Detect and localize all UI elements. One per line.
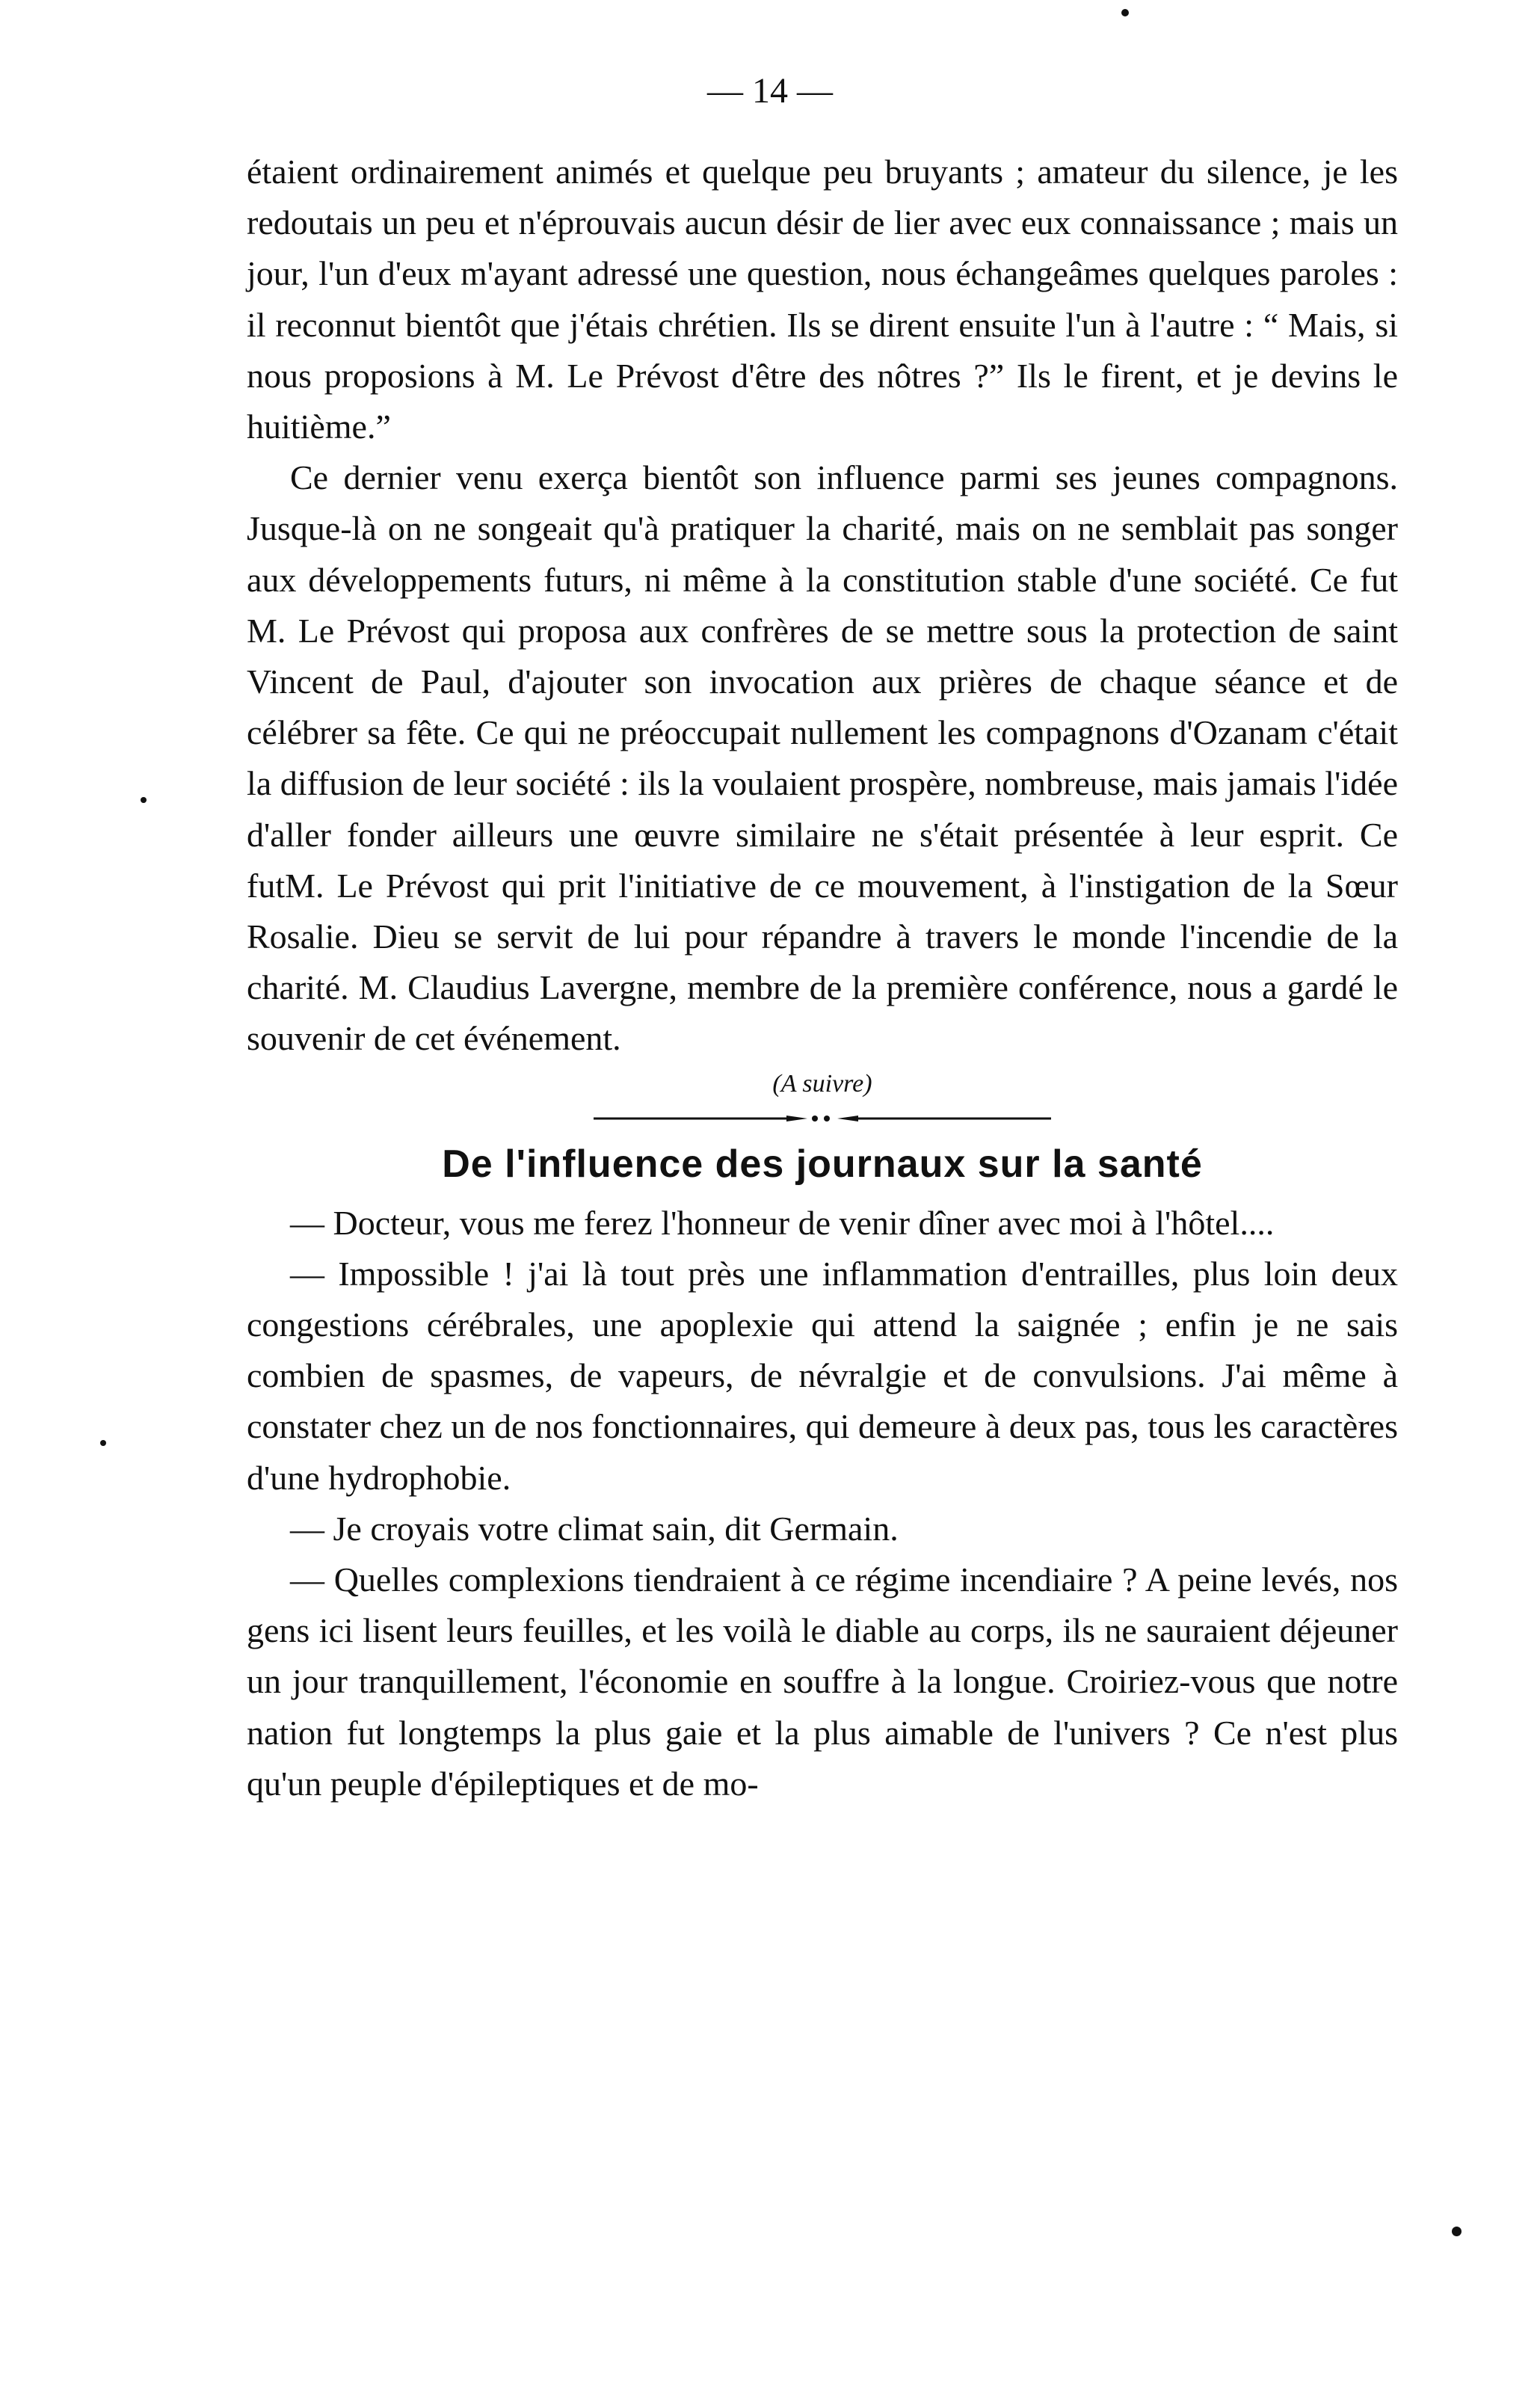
section-divider-ornament	[247, 1104, 1398, 1133]
ink-speck-left-lower	[100, 1440, 106, 1446]
ink-speck-top	[1121, 9, 1129, 16]
text-column	[247, 147, 1398, 1809]
ink-speck-left-upper	[141, 797, 147, 803]
article1-paragraph-1: étaient ordinairement animés et quelque peu bruyants ; amateur du silence, je les redoutais un peu et n'éprouvais aucun désir de lier avec eux connaissance ; mais un jour, l'un d'eux m'ayant adressé une question, nous échangeâmes quelques paroles : il reconnut bientôt que j'étais chrétien. Ils se dirent ensuite l'un à l'autre : “ Mais, si nous proposions à M. Le Prévost d'être des nôtres ?” Ils le firent, et je devins le huitième.”	[247, 153, 1398, 446]
article1-paragraph-2: Ce dernier venu exerça bientôt son influence parmi ses jeunes compagnons. Jusque-là on ne songeait qu'à pratiquer la charité, mais on ne semblait pas songer aux développements futurs, ni même à la constitution stable d'une société. Ce fut M. Le Prévost qui proposa aux confrères de se mettre sous la protection de saint Vincent de Paul, d'ajouter son invocation aux prières de chaque séance et de célébrer sa fête. Ce qui ne préoccupait nullement les compagnons d'Ozanam c'était la diffusion de leur société : ils la voulaient prospère, nombreuse, mais jamais l'idée d'aller fonder ailleurs une œuvre similaire ne s'était présentée à leur esprit. Ce futM. Le Prévost qui prit l'initiative de ce mouvement, à l'instigation de la Sœur Rosalie. Dieu se servit de lui pour répandre à travers le monde l'incendie de la charité. M. Claudius Lavergne, membre de la première conférence, nous a gardé le souvenir de cet événement.	[247, 458, 1398, 1058]
ink-speck-bottom-right	[1452, 2227, 1462, 2236]
article2-paragraph-1: — Docteur, vous me ferez l'honneur de venir dîner avec moi à l'hôtel....	[290, 1203, 1275, 1242]
article-title: De l'influence des journaux sur la santé	[442, 1142, 1203, 1186]
to-be-continued-note: (A suivre)	[772, 1069, 872, 1098]
page-number: — 14 —	[707, 71, 833, 111]
article2-paragraph-3: — Je croyais votre climat sain, dit Germain.	[290, 1509, 899, 1548]
article2-paragraph-4: — Quelles complexions tiendraient à ce régime incendiaire ? A peine levés, nos gens ici lisent leurs feuilles, et les voilà le diable au corps, ils ne sauraient déjeuner un jour tranquillement, l'économie en souffre à la longue. Croiriez-vous que notre nation fut longtemps la plus gaie et la plus aimable de l'univers ? Ce n'est plus qu'un peuple d'épileptiques et de mo-	[247, 1560, 1398, 1803]
article2-paragraph-2: — Impossible ! j'ai là tout près une inflammation d'entrailles, plus loin deux congestions cérébrales, une apoplexie qui attend la saignée ; enfin je ne sais combien de spasmes, de vapeurs, de névralgie et de convulsions. J'ai même à constater chez un de nos fonctionnaires, qui demeure à deux pas, tous les caractères d'une hydrophobie.	[247, 1254, 1398, 1497]
divider-ornament-icon	[591, 1110, 1054, 1127]
